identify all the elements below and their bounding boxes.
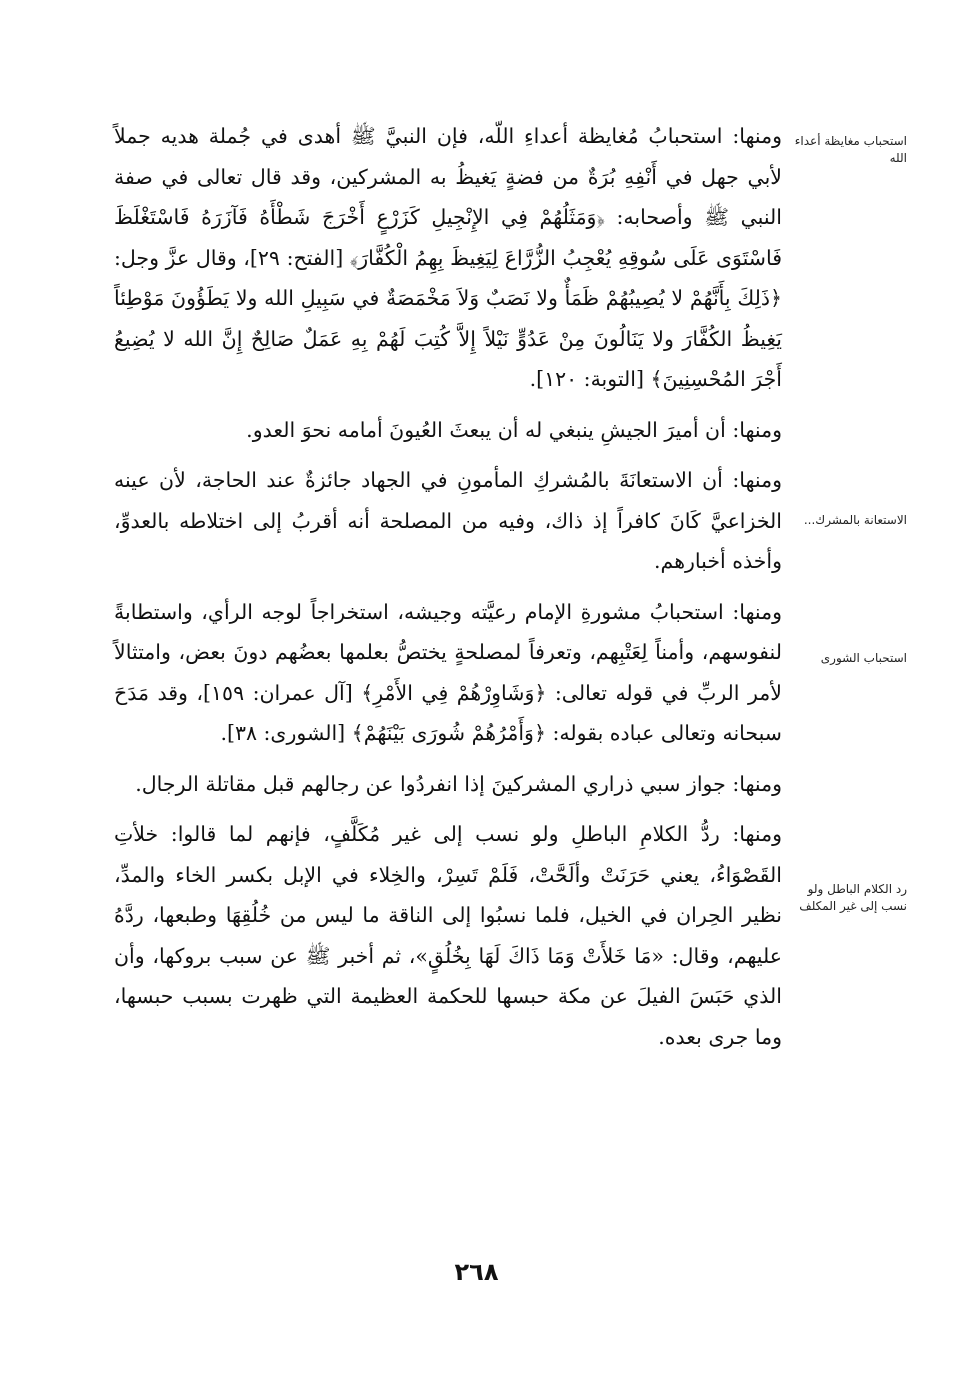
paragraph-seeking-help: ومنها: أن الاستعانَةَ بالمُشركِ المأمونِ في الجهاد جائزةٌ عند الحاجة، لأن عينه الخزاعيَّ كَانَ كافراً إذ ذاك، وفيه من المصلحة أنه أقربُ إلى اختلاطه بالعدوِّ، وأخذه أخبارهم.	[114, 468, 782, 573]
paragraph-refuting-false-speech: ومنها: ردُّ الكلامِ الباطلِ ولو نسب إلى غير مُكَلَّفٍ، فإنهم لما قالوا: خلأتِ القَصْوَاءُ، يعني حَرَنَتْ وألَحَّتْ، فَلَمْ تَسِرْ، والخِلاء في الإبل بكسر الخاء والمدِّ، نظير الحِران في الخيل، فلما نسبُوا إلى الناقة ما ليس من خُلُقِهَا وطبعها، ردَّهُ عليهم، وقال: «مَا خَلأَتْ وَمَا ذَاكَ لَهَا بِخُلُقٍ»، ثم أخبر ﷺ عن سبب بروكها، وأن الذي حَبَسَ الفيلَ عن مكة حبسها للحكمة العظيمة التي ظهرت بسبب حبسها، وما جرى بعده.	[114, 822, 782, 1049]
margin-note-seeking-help-from-polytheist: الاستعانة بالمشرك...	[803, 513, 907, 527]
paragraph-scouts: ومنها: أن أميرَ الجيشِ ينبغي له أن يبعثَ العُيونَ أمامه نحوَ العدو.	[246, 417, 782, 442]
paragraph-captives: ومنها: جواز سبي ذراري المشركينَ إذا انفردُوا عن رجالهم قبل مقاتلة الرجال.	[135, 771, 782, 796]
margin-note-consultation: استحباب الشورى	[820, 651, 907, 665]
margin-note-refuting-false-speech: رد الكلام الباطل ولو نسب إلى غير المكلف	[799, 882, 907, 913]
paragraph-enemy-vexation: ومنها: استحبابُ مُغايظة أعداءِ اللّه، فإن النبيَّ ﷺ أهدى في جُملة هديه جملاً لأبي جهل في أَنْفِهِ بُرَةٌ من فضةٍ يَغيظُ به المشركين، وقد قال تعالى في صفة النبي ﷺ وأصحابه: ﴿وَمَثَلُهُمْ فِي الإِنْجِيلِ كَزَرْعٍ أَخْرَجَ شَطْأَهُ فَآزَرَهُ فَاسْتَغْلَظَ فَاسْتَوَى عَلَى سُوقِهِ يُعْجِبُ الزُّرَّاعَ لِيَغِيظَ بِهِمُ الْكُفَّارَ﴾ [الفتح: ٢٩]، وقال عزَّ وجل: ﴿ذَلِكَ بِأَنَّهُمْ لا يُصِيبُهُمْ ظَمَأٌ ولا نَصَبٌ وَلاَ مَخْمَصَةٌ في سَبِيلِ الله ولا يَطَؤُونَ مَوْطِئاً يَغِيظُ الكُفَّارَ ولا يَنَالُونَ مِنْ عَدُوٍّ نَيْلاً إِلاَّ كُتِبَ لَهُمْ بِهِ عَمَلٌ صَالِحٌ إِنَّ الله لا يُضِيعُ أَجْرَ المُحْسِنِينَ﴾ [التوبة: ١٢٠].	[114, 124, 782, 391]
paragraph-consultation: ومنها: استحبابُ مشورةِ الإمام رعيَّته وجيشه، استخراجاً لوجه الرأي، واستطابةً لنفوسهم، وأمناً لِعَتْبِهم، وتعرفاً لمصلحةٍ يختصُّ بعلمها بعضُهم دونَ بعض، وامتثالاً لأمر الربِّ في قوله تعالى: ﴿وَشَاوِرْهُمْ فِي الأَمْرِ﴾ [آل عمران: ١٥٩]، وقد مَدَحَ سبحانه وتعالى عباده بقوله: ﴿وَأَمْرُهُمْ شُورَى بَيْنَهُمْ﴾ [الشورى: ٣٨].	[114, 599, 782, 745]
margin-note-enemy-vexation: استحباب مغايظة أعداء الله	[794, 134, 907, 165]
main-text	[114, 116, 782, 1067]
page-number: ٢٦٨	[454, 1258, 499, 1286]
